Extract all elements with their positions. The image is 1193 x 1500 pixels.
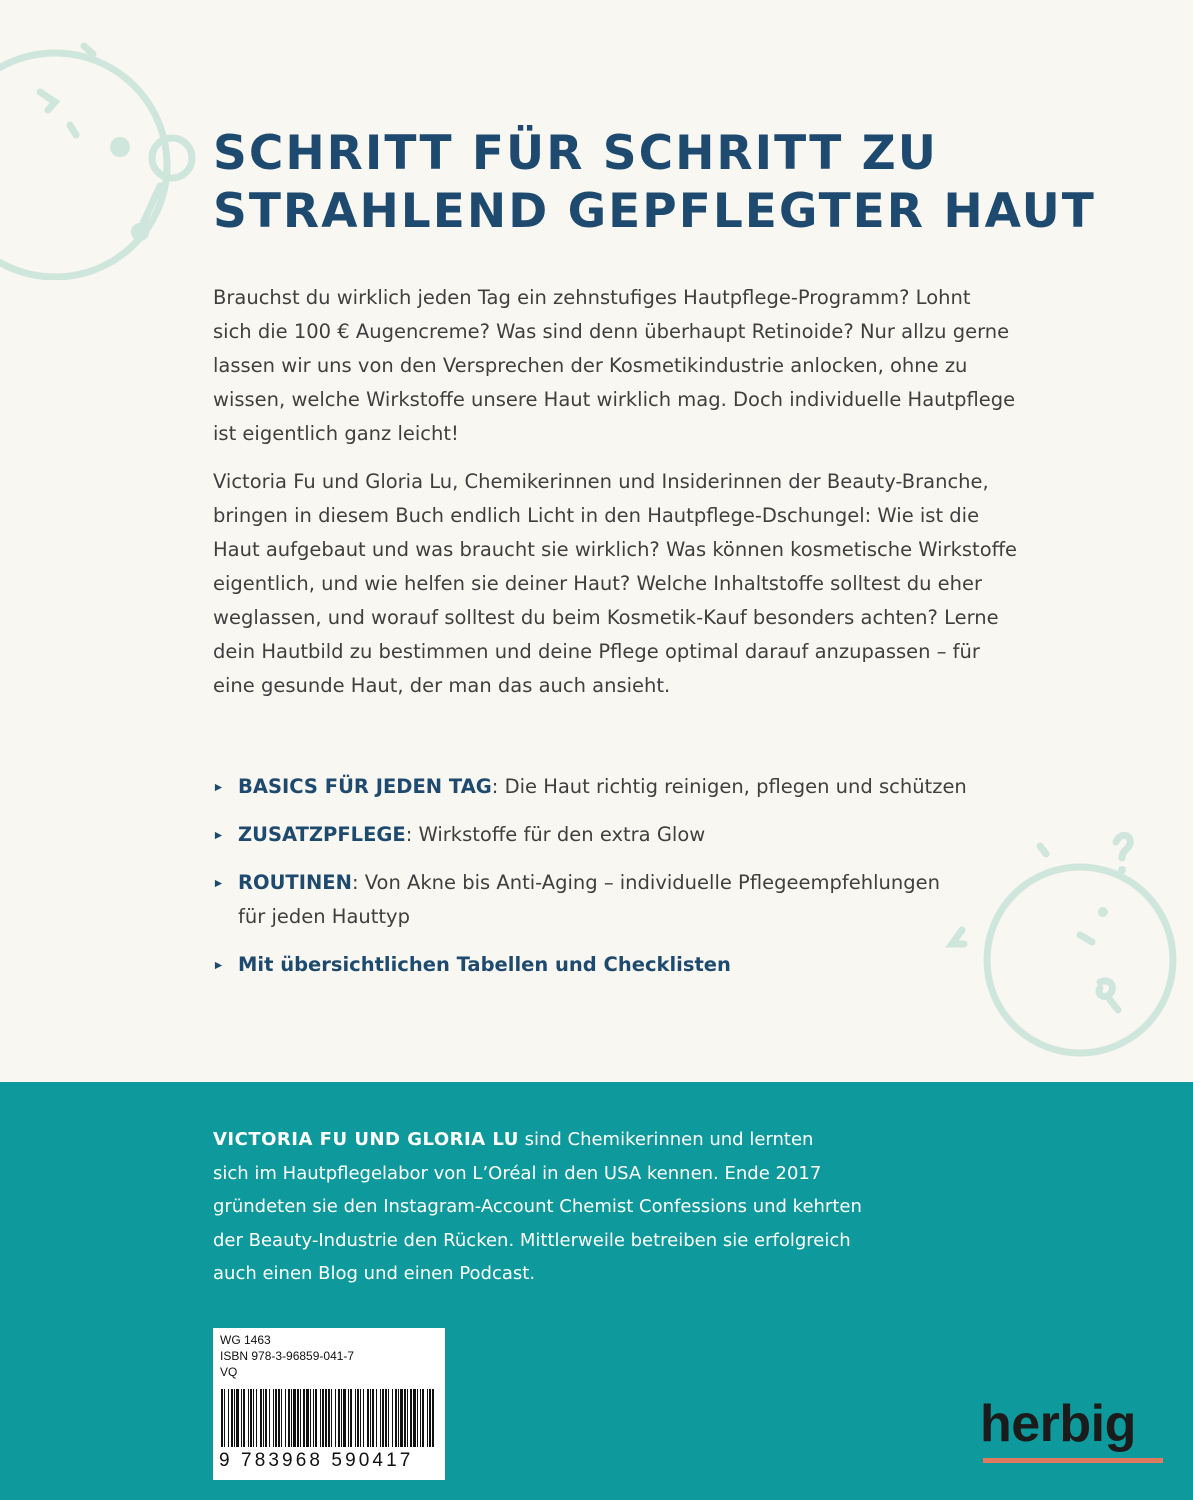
- barcode-bar: [385, 1389, 387, 1447]
- barcode-digits: 9 783968 590417: [219, 1450, 414, 1471]
- barcode-bar: [404, 1389, 406, 1447]
- intro-p1-line: sich die 100 € Augencreme? Was sind denn überhaupt Retinoide? Nur allzu gerne: [213, 320, 1010, 343]
- barcode-bar: [392, 1389, 393, 1447]
- barcode-bar: [372, 1389, 374, 1447]
- barcode-bar: [422, 1389, 424, 1447]
- author-bio-line: sind Chemikerinnen und lernten: [518, 1129, 814, 1150]
- barcode-bar: [388, 1389, 389, 1447]
- barcode-bar: [413, 1389, 416, 1447]
- barcode-bar: [350, 1389, 352, 1447]
- list-item: [213, 948, 1013, 982]
- barcode-bar: [293, 1389, 296, 1447]
- intro-p2-line: weglassen, und worauf solltest du beim Kosmetik-Kauf besonders achten? Lerne: [213, 606, 999, 629]
- barcode-bar: [325, 1389, 327, 1447]
- bullet-diamond-icon: [214, 831, 223, 840]
- barcode-bar: [221, 1389, 223, 1447]
- barcode-bar: [343, 1389, 346, 1447]
- barcode-bar: [338, 1389, 340, 1447]
- author-names: VICTORIA FU UND GLORIA LU: [213, 1129, 519, 1150]
- barcode-bar: [265, 1389, 267, 1447]
- barcode-bar: [303, 1389, 305, 1447]
- bullet-strong: BASICS FÜR JEDEN TAG: [238, 775, 492, 798]
- barcode-bar: [285, 1389, 286, 1447]
- barcode-bar: [370, 1389, 371, 1447]
- barcode-bar: [315, 1389, 317, 1447]
- barcode-bar: [269, 1389, 270, 1447]
- intro-p1-line: lassen wir uns von den Versprechen der Kosmetikindustrie anlocken, ohne zu: [213, 354, 968, 377]
- face-doodle-magnifier-icon: [0, 30, 210, 280]
- barcode-bar: [234, 1389, 235, 1447]
- barcode-bars: [219, 1389, 439, 1449]
- barcode-vq: VQ: [220, 1365, 238, 1379]
- intro-p2-line: Victoria Fu und Gloria Lu, Chemikerinnen und Insiderinnen der Beauty-Branche,: [213, 470, 989, 493]
- author-bio: [213, 1123, 893, 1291]
- intro-p2-line: bringen in diesem Buch endlich Licht in den Hautpflege-Dschungel: Wie ist die: [213, 504, 980, 527]
- barcode-bar: [367, 1389, 369, 1447]
- bullet-text: : Wirkstoffe für den extra Glow: [405, 823, 706, 846]
- barcode-bar: [248, 1389, 249, 1447]
- title-line-2: STRAHLEND GEPFLEGTER HAUT: [213, 184, 1096, 239]
- barcode-bar: [297, 1389, 299, 1447]
- barcode-bar: [348, 1389, 349, 1447]
- author-bio-line: gründeten sie den Instagram-Account Chemist Confessions und kehrten: [213, 1196, 862, 1217]
- bullet-diamond-icon: [214, 783, 223, 792]
- barcode-bar: [360, 1389, 361, 1447]
- barcode-wg: WG 1463: [220, 1333, 271, 1347]
- barcode-bar: [382, 1389, 384, 1447]
- barcode-bar: [380, 1389, 381, 1447]
- intro-p1-line: Brauchst du wirklich jeden Tag ein zehnstufiges Hautpflege-Programm? Lohnt: [213, 286, 971, 309]
- bullet-text-continued: für jeden Hauttyp: [238, 905, 410, 928]
- barcode-bar: [256, 1389, 257, 1447]
- barcode-bar: [355, 1389, 356, 1447]
- author-bio-line: der Beauty-Industrie den Rücken. Mittlerweile betreiben sie erfolgreich: [213, 1229, 851, 1251]
- intro-p2-line: eine gesunde Haut, der man das auch ansieht.: [213, 674, 671, 697]
- barcode-bar: [253, 1389, 254, 1447]
- barcode-bar: [260, 1389, 262, 1447]
- barcode-bar: [398, 1389, 399, 1447]
- barcode-bar: [243, 1389, 245, 1447]
- publisher-logo: herbig: [980, 1395, 1136, 1453]
- barcode-bar: [400, 1389, 403, 1447]
- barcode-bar: [310, 1389, 311, 1447]
- author-bio-line: auch einen Blog und einen Podcast.: [213, 1263, 536, 1284]
- intro-p1-line: ist eigentlich ganz leicht!: [213, 422, 459, 445]
- intro-p2-line: eigentlich, und wie helfen sie deiner Haut? Welche Inhaltstoffe solltest du eher: [213, 572, 983, 595]
- barcode-bar: [328, 1389, 330, 1447]
- barcode-bar: [241, 1389, 242, 1447]
- barcode-bar: [228, 1389, 229, 1447]
- barcode-bar: [275, 1389, 277, 1447]
- barcode-bar: [263, 1389, 264, 1447]
- barcode-bar: [306, 1389, 309, 1447]
- intro-p2-line: Haut aufgebaut und was braucht sie wirklich? Was können kosmetische Wirkstoffe: [213, 538, 1018, 561]
- list-item: [213, 770, 1013, 804]
- barcode-bar: [417, 1389, 418, 1447]
- barcode-bar: [429, 1389, 431, 1447]
- bullet-text: : Von Akne bis Anti-Aging – individuelle Pflegeempfehlungen: [351, 871, 940, 894]
- barcode-bar: [331, 1389, 332, 1447]
- barcode-bar: [236, 1389, 239, 1447]
- barcode-bar: [357, 1389, 359, 1447]
- barcode-bar: [250, 1389, 252, 1447]
- barcode-bar: [231, 1389, 233, 1447]
- barcode-bar: [410, 1389, 412, 1447]
- intro-paragraph-1: [213, 281, 1016, 451]
- barcode-bar: [281, 1389, 282, 1447]
- barcode-bar: [322, 1389, 324, 1447]
- barcode-isbn: ISBN 978-3-96859-041-7: [220, 1349, 355, 1363]
- bullet-diamond-icon: [214, 879, 223, 888]
- intro-paragraph-2: [213, 465, 1018, 703]
- barcode-bar: [335, 1389, 336, 1447]
- barcode-bar: [224, 1389, 225, 1447]
- barcode-bar: [376, 1389, 377, 1447]
- list-item: [213, 866, 1013, 934]
- barcode-bar: [363, 1389, 364, 1447]
- barcode-bar: [278, 1389, 280, 1447]
- barcode-bar: [313, 1389, 314, 1447]
- barcode-bar: [273, 1389, 274, 1447]
- intro-p1-line: wissen, welche Wirkstoffe unsere Haut wirklich mag. Doch individuelle Hautpflege: [213, 388, 1016, 411]
- intro-text: [213, 281, 1018, 717]
- barcode-bar: [407, 1389, 408, 1447]
- barcode-bar: [341, 1389, 342, 1447]
- logo-underline: [983, 1458, 1163, 1463]
- list-item: [213, 818, 1013, 852]
- barcode-bar: [320, 1389, 321, 1447]
- barcode-bar: [395, 1389, 397, 1447]
- barcode-label: [213, 1328, 445, 1480]
- title-line-1: SCHRITT FÜR SCHRITT ZU: [213, 126, 938, 181]
- bullet-text: Mit übersichtlichen Tabellen und Checklisten: [238, 953, 731, 976]
- barcode-bar: [427, 1389, 428, 1447]
- author-bio-line: sich im Hautpflegelabor von L’Oréal in den USA kennen. Ende 2017: [213, 1162, 822, 1184]
- barcode-bar: [420, 1389, 421, 1447]
- bullet-strong: ROUTINEN: [238, 871, 352, 894]
- page-title: [213, 125, 1113, 241]
- barcode-bar: [300, 1389, 301, 1447]
- barcode-bar: [291, 1389, 292, 1447]
- bullet-text: : Die Haut richtig reinigen, pflegen und schützen: [491, 775, 967, 798]
- bullet-diamond-icon: [214, 961, 223, 970]
- barcode-bar: [432, 1389, 434, 1447]
- bullet-strong: ZUSATZPFLEGE: [238, 823, 406, 846]
- feature-list: [213, 770, 1013, 996]
- barcode-bar: [288, 1389, 290, 1447]
- intro-p2-line: dein Hautbild zu bestimmen und deine Pflege optimal darauf anzupassen – für: [213, 640, 980, 663]
